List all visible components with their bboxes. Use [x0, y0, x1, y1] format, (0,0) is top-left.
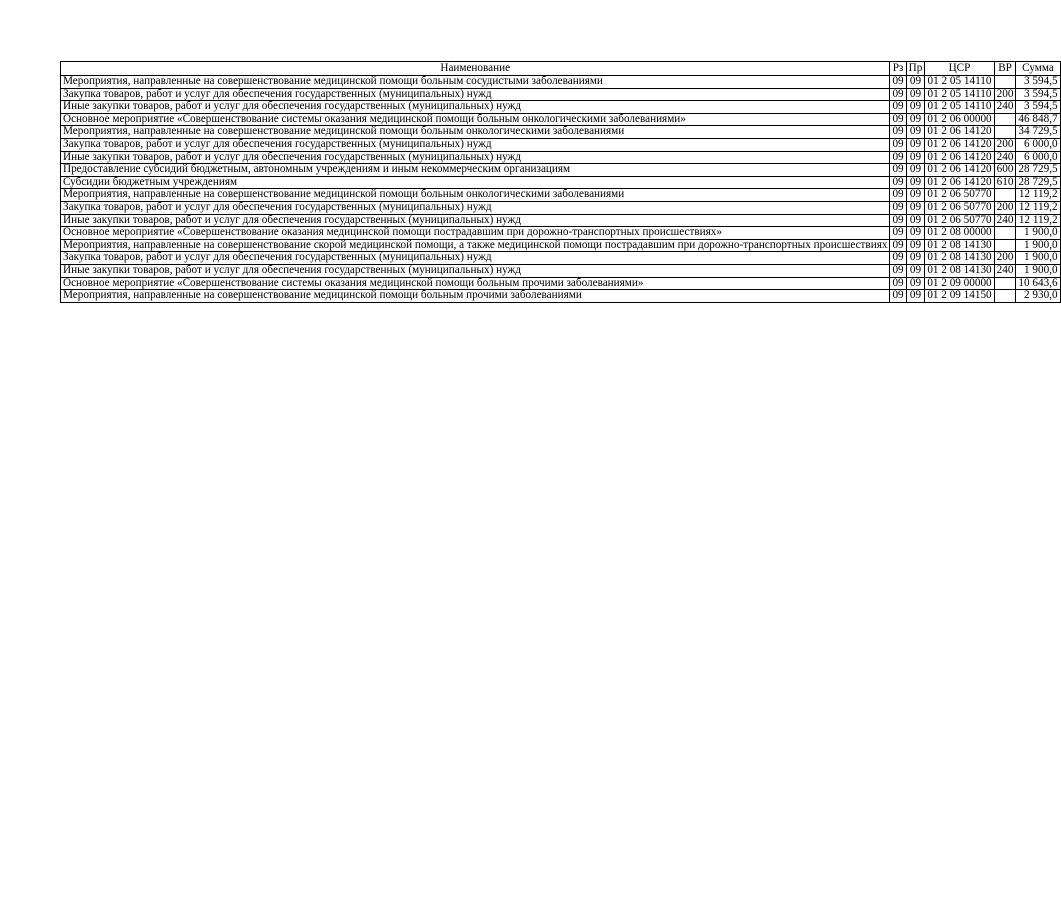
- header-pr: Пр: [906, 62, 925, 76]
- row-vr: 240: [994, 214, 1016, 227]
- row-pr: 09: [906, 277, 925, 290]
- row-pr: 09: [906, 264, 925, 277]
- row-name: Мероприятия, направленные на совершенствование медицинской помощи больным прочими заболеваниями: [61, 290, 890, 303]
- row-pr: 09: [906, 239, 925, 252]
- row-rz: 09: [890, 76, 906, 89]
- table-row: [61, 277, 1061, 290]
- row-name: Предоставление субсидий бюджетным, автономным учреждениям и иным некоммерческим организациям: [61, 164, 890, 177]
- row-rz: 09: [890, 189, 906, 202]
- row-csr: 01 2 06 14120: [925, 138, 994, 151]
- table-row: [61, 290, 1061, 303]
- row-sum: 12 119,2: [1016, 189, 1060, 202]
- row-sum: 12 119,2: [1016, 201, 1060, 214]
- row-rz: 09: [890, 239, 906, 252]
- row-sum: 3 594,5: [1016, 101, 1060, 114]
- row-rz: 09: [890, 290, 906, 303]
- row-sum: 6 000,0: [1016, 138, 1060, 151]
- row-csr: 01 2 08 14130: [925, 252, 994, 265]
- table-row: [61, 189, 1061, 202]
- row-name: Закупка товаров, работ и услуг для обеспечения государственных (муниципальных) нужд: [61, 201, 890, 214]
- row-name: Основное мероприятие «Совершенствование системы оказания медицинской помощи больным прочими заболеваниями»: [61, 277, 890, 290]
- table-row: [61, 113, 1061, 126]
- header-name: Наименование: [61, 62, 890, 76]
- row-name: Мероприятия, направленные на совершенствование медицинской помощи больным онкологическими заболеваниями: [61, 189, 890, 202]
- table-row: [61, 176, 1061, 189]
- row-csr: 01 2 05 14110: [925, 76, 994, 89]
- row-pr: 09: [906, 88, 925, 101]
- table-row: [61, 264, 1061, 277]
- row-vr: [994, 239, 1016, 252]
- row-csr: 01 2 08 00000: [925, 227, 994, 240]
- table-row: [61, 138, 1061, 151]
- row-name: Иные закупки товаров, работ и услуг для обеспечения государственных (муниципальных) нужд: [61, 214, 890, 227]
- row-name: Мероприятия, направленные на совершенствование медицинской помощи больным сосудистыми заболеваниями: [61, 76, 890, 89]
- row-pr: 09: [906, 101, 925, 114]
- budget-table: [60, 61, 1061, 303]
- row-vr: 240: [994, 151, 1016, 164]
- row-vr: 600: [994, 164, 1016, 177]
- row-pr: 09: [906, 214, 925, 227]
- row-csr: 01 2 06 00000: [925, 113, 994, 126]
- row-pr: 09: [906, 201, 925, 214]
- row-csr: 01 2 06 50770: [925, 214, 994, 227]
- row-csr: 01 2 05 14110: [925, 88, 994, 101]
- row-vr: [994, 76, 1016, 89]
- row-csr: 01 2 08 14130: [925, 239, 994, 252]
- header-sum: Сумма: [1016, 62, 1060, 76]
- table-row: [61, 227, 1061, 240]
- row-pr: 09: [906, 189, 925, 202]
- row-rz: 09: [890, 126, 906, 139]
- row-sum: 46 848,7: [1016, 113, 1060, 126]
- row-csr: 01 2 08 14130: [925, 264, 994, 277]
- row-rz: 09: [890, 176, 906, 189]
- row-rz: 09: [890, 264, 906, 277]
- row-pr: 09: [906, 290, 925, 303]
- row-sum: 28 729,5: [1016, 164, 1060, 177]
- row-pr: 09: [906, 113, 925, 126]
- table-row: [61, 239, 1061, 252]
- row-sum: 12 119,2: [1016, 214, 1060, 227]
- row-vr: [994, 189, 1016, 202]
- row-csr: 01 2 06 14120: [925, 176, 994, 189]
- table-row: [61, 126, 1061, 139]
- row-vr: 200: [994, 88, 1016, 101]
- row-name: Основное мероприятие «Совершенствование системы оказания медицинской помощи больным онкологическими заболеваниями»: [61, 113, 890, 126]
- row-rz: 09: [890, 201, 906, 214]
- row-sum: 1 900,0: [1016, 227, 1060, 240]
- table-row: [61, 88, 1061, 101]
- row-pr: 09: [906, 176, 925, 189]
- row-rz: 09: [890, 227, 906, 240]
- table-row: [61, 252, 1061, 265]
- table-row: [61, 214, 1061, 227]
- row-name: Иные закупки товаров, работ и услуг для обеспечения государственных (муниципальных) нужд: [61, 151, 890, 164]
- table-row: [61, 164, 1061, 177]
- row-vr: 200: [994, 252, 1016, 265]
- row-pr: 09: [906, 138, 925, 151]
- table-row: [61, 101, 1061, 114]
- row-name: Иные закупки товаров, работ и услуг для обеспечения государственных (муниципальных) нужд: [61, 264, 890, 277]
- row-name: Закупка товаров, работ и услуг для обеспечения государственных (муниципальных) нужд: [61, 88, 890, 101]
- row-sum: 2 930,0: [1016, 290, 1060, 303]
- table-row: [61, 76, 1061, 89]
- row-rz: 09: [890, 277, 906, 290]
- row-pr: 09: [906, 76, 925, 89]
- row-vr: [994, 126, 1016, 139]
- row-name: Иные закупки товаров, работ и услуг для обеспечения государственных (муниципальных) нужд: [61, 101, 890, 114]
- row-vr: 240: [994, 101, 1016, 114]
- table-row: [61, 151, 1061, 164]
- table-row: [61, 201, 1061, 214]
- row-csr: 01 2 06 14120: [925, 151, 994, 164]
- row-pr: 09: [906, 164, 925, 177]
- row-csr: 01 2 09 14150: [925, 290, 994, 303]
- row-pr: 09: [906, 126, 925, 139]
- row-csr: 01 2 06 50770: [925, 201, 994, 214]
- row-name: Мероприятия, направленные на совершенствование медицинской помощи больным онкологическими заболеваниями: [61, 126, 890, 139]
- row-name: Основное мероприятие «Совершенствование оказания медицинской помощи пострадавшим при дорожно-транспортных происшествиях»: [61, 227, 890, 240]
- row-rz: 09: [890, 252, 906, 265]
- row-pr: 09: [906, 252, 925, 265]
- row-sum: 10 643,6: [1016, 277, 1060, 290]
- row-vr: 610: [994, 176, 1016, 189]
- row-rz: 09: [890, 113, 906, 126]
- row-rz: 09: [890, 138, 906, 151]
- row-name: Субсидии бюджетным учреждениям: [61, 176, 890, 189]
- row-csr: 01 2 06 14120: [925, 126, 994, 139]
- table-header-row: [61, 62, 1061, 76]
- row-vr: 200: [994, 201, 1016, 214]
- row-vr: 240: [994, 264, 1016, 277]
- row-pr: 09: [906, 151, 925, 164]
- row-sum: 1 900,0: [1016, 252, 1060, 265]
- budget-document: [60, 61, 1061, 303]
- row-sum: 3 594,5: [1016, 88, 1060, 101]
- row-vr: [994, 227, 1016, 240]
- row-rz: 09: [890, 151, 906, 164]
- row-vr: [994, 113, 1016, 126]
- row-vr: 200: [994, 138, 1016, 151]
- row-sum: 3 594,5: [1016, 76, 1060, 89]
- row-sum: 6 000,0: [1016, 151, 1060, 164]
- row-sum: 1 900,0: [1016, 239, 1060, 252]
- row-rz: 09: [890, 88, 906, 101]
- row-vr: [994, 277, 1016, 290]
- row-csr: 01 2 06 14120: [925, 164, 994, 177]
- row-name: Мероприятия, направленные на совершенствование скорой медицинской помощи, а также медицинской помощи пострадавшим при дорожно-транспортных происшествиях: [61, 239, 890, 252]
- row-pr: 09: [906, 227, 925, 240]
- row-rz: 09: [890, 164, 906, 177]
- row-name: Закупка товаров, работ и услуг для обеспечения государственных (муниципальных) нужд: [61, 252, 890, 265]
- row-rz: 09: [890, 214, 906, 227]
- row-csr: 01 2 06 50770: [925, 189, 994, 202]
- row-sum: 34 729,5: [1016, 126, 1060, 139]
- row-sum: 28 729,5: [1016, 176, 1060, 189]
- row-csr: 01 2 09 00000: [925, 277, 994, 290]
- header-csr: ЦСР: [925, 62, 994, 76]
- row-rz: 09: [890, 101, 906, 114]
- header-rz: Рз: [890, 62, 906, 76]
- row-sum: 1 900,0: [1016, 264, 1060, 277]
- row-csr: 01 2 05 14110: [925, 101, 994, 114]
- row-vr: [994, 290, 1016, 303]
- row-name: Закупка товаров, работ и услуг для обеспечения государственных (муниципальных) нужд: [61, 138, 890, 151]
- header-vr: ВР: [994, 62, 1016, 76]
